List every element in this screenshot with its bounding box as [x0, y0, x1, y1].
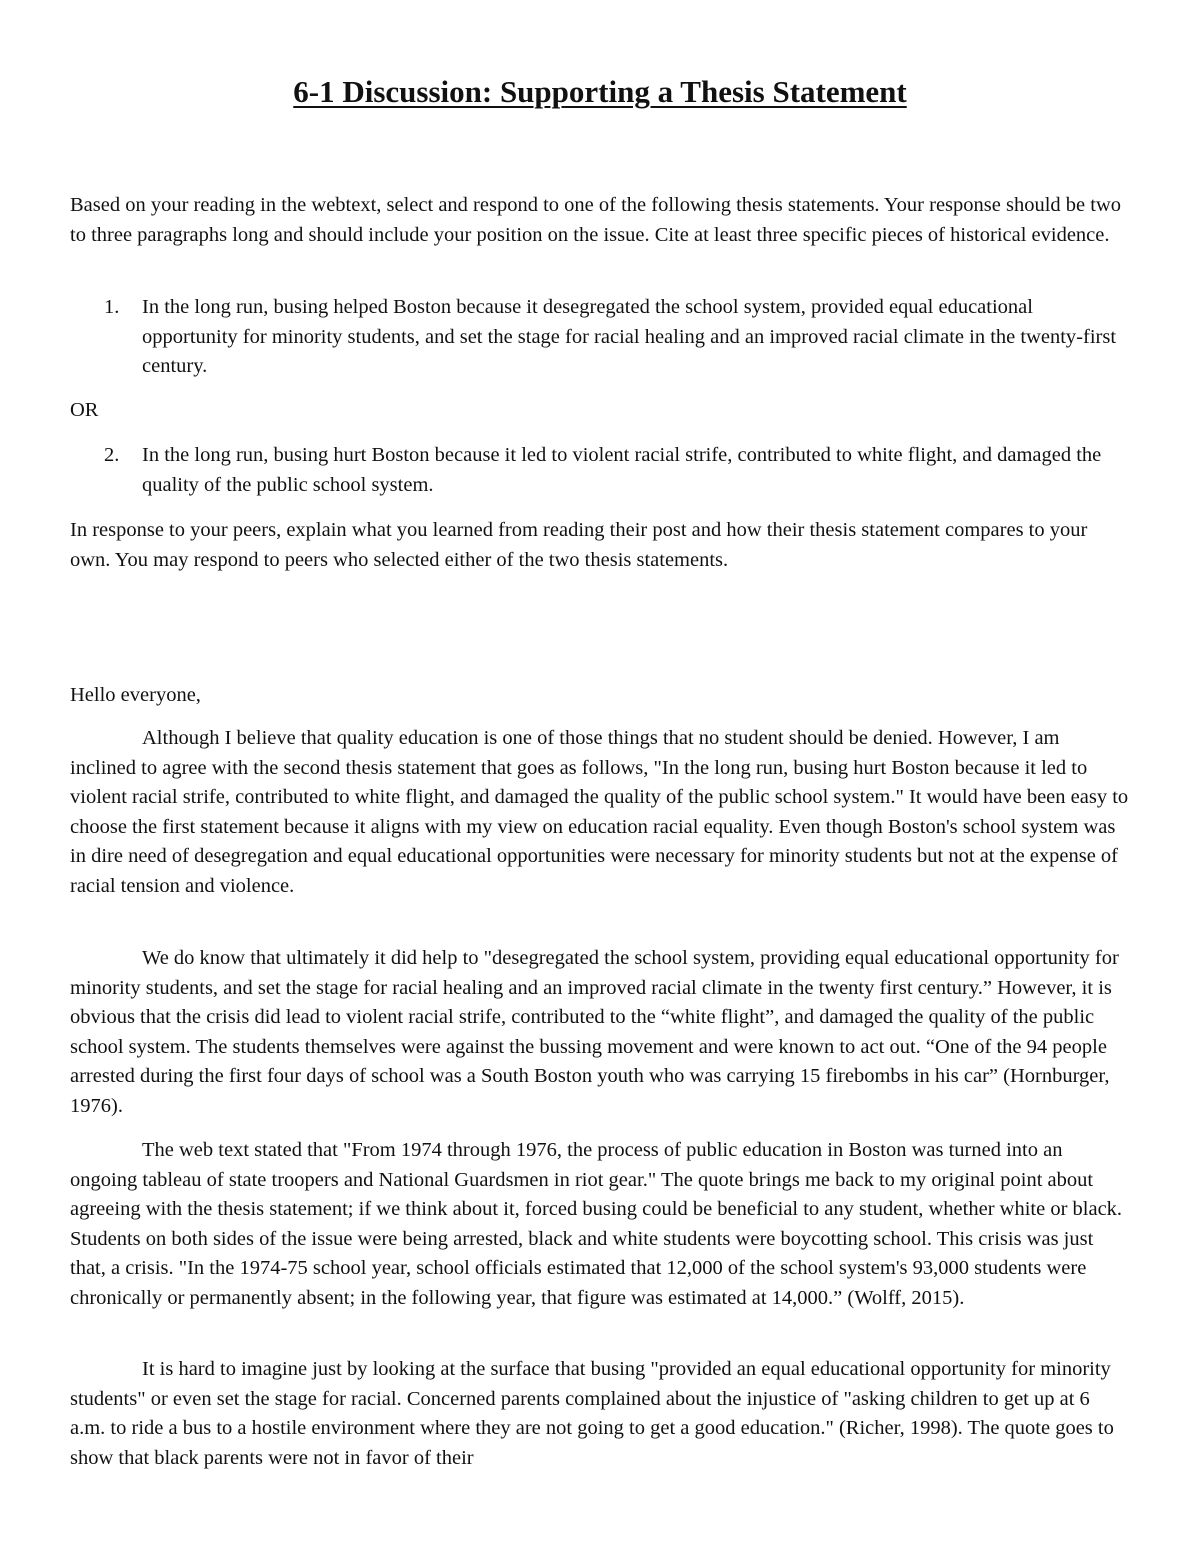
thesis-statement-1	[70, 293, 1130, 382]
page-title: 6-1 Discussion: Supporting a Thesis Statement	[293, 74, 907, 109]
response-paragraph-2: We do know that ultimately it did help to "desegregated the school system, providing equal educational opportunity for minority students, and set the stage for racial healing and an improved racial climate in the twenty first century.” However, it is obvious that the crisis did lead to violent racial strife, contributed to the “white flight”, and damaged the quality of the public school system. The students themselves were against the bussing movement and were known to act out. “One of the 94 people arrested during the first four days of school was a South Boston youth who was carrying 15 firebombs in his car” (Hornburger, 1976).	[70, 947, 1119, 1117]
response-paragraph-3: The web text stated that "From 1974 through 1976, the process of public education in Boston was turned into an ongoing tableau of state troopers and National Guardsmen in riot gear." The quote brings me back to my original point about agreeing with the thesis statement; if we think about it, forced busing could be beneficial to any student, whether white or black. Students on both sides of the issue were being arrested, black and white students were boycotting school. This crisis was just that, a crisis. "In the 1974-75 school year, school officials estimated that 12,000 of the school system's 93,000 students were chronically or permanently absent; in the following year, that figure was estimated at 14,000.” (Wolff, 2015).	[70, 1139, 1123, 1309]
response-paragraph-4: It is hard to imagine just by looking at the surface that busing "provided an equal educational opportunity for minority students" or even set the stage for racial. Concerned parents complained about the injustice of "asking children to get up at 6 a.m. to ride a bus to a hostile environment where they are not going to get a good education." (Richer, 1998). The quote goes to show that black parents were not in favor of their	[70, 1358, 1114, 1469]
or-separator: OR	[70, 399, 99, 421]
thesis-list-2	[70, 441, 1130, 500]
thesis-list-1	[70, 293, 1130, 382]
list-number: 2.	[104, 444, 120, 466]
peer-instructions: In response to your peers, explain what you learned from reading their post and how their thesis statement compares to your own. You may respond to peers who selected either of the two thesis statements.	[70, 519, 1088, 571]
response-paragraph-1: Although I believe that quality education is one of those things that no student should be denied. However, I am inclined to agree with the second thesis statement that goes as follows, "In the long run, busing hurt Boston because it led to violent racial strife, contributed to white flight, and damaged the quality of the public school system." It would have been easy to choose the first statement because it aligns with my view on education racial equality. Even though Boston's school system was in dire need of desegregation and equal educational opportunities were necessary for minority students but not at the expense of racial tension and violence.	[70, 727, 1129, 897]
thesis-text: In the long run, busing hurt Boston because it led to violent racial strife, contributed to white flight, and damaged the quality of the public school system.	[142, 444, 1102, 496]
thesis-text: In the long run, busing helped Boston because it desegregated the school system, provided equal educational opportunity for minority students, and set the stage for racial healing and an improved racial climate in the twenty-first century.	[142, 296, 1117, 377]
prompt-intro: Based on your reading in the webtext, select and respond to one of the following thesis statements. Your response should be two to three paragraphs long and should include your position on the issue. Cite at least three specific pieces of historical evidence.	[70, 194, 1122, 246]
thesis-statement-2	[70, 441, 1130, 500]
list-number: 1.	[104, 296, 120, 318]
response-greeting: Hello everyone,	[70, 684, 201, 706]
